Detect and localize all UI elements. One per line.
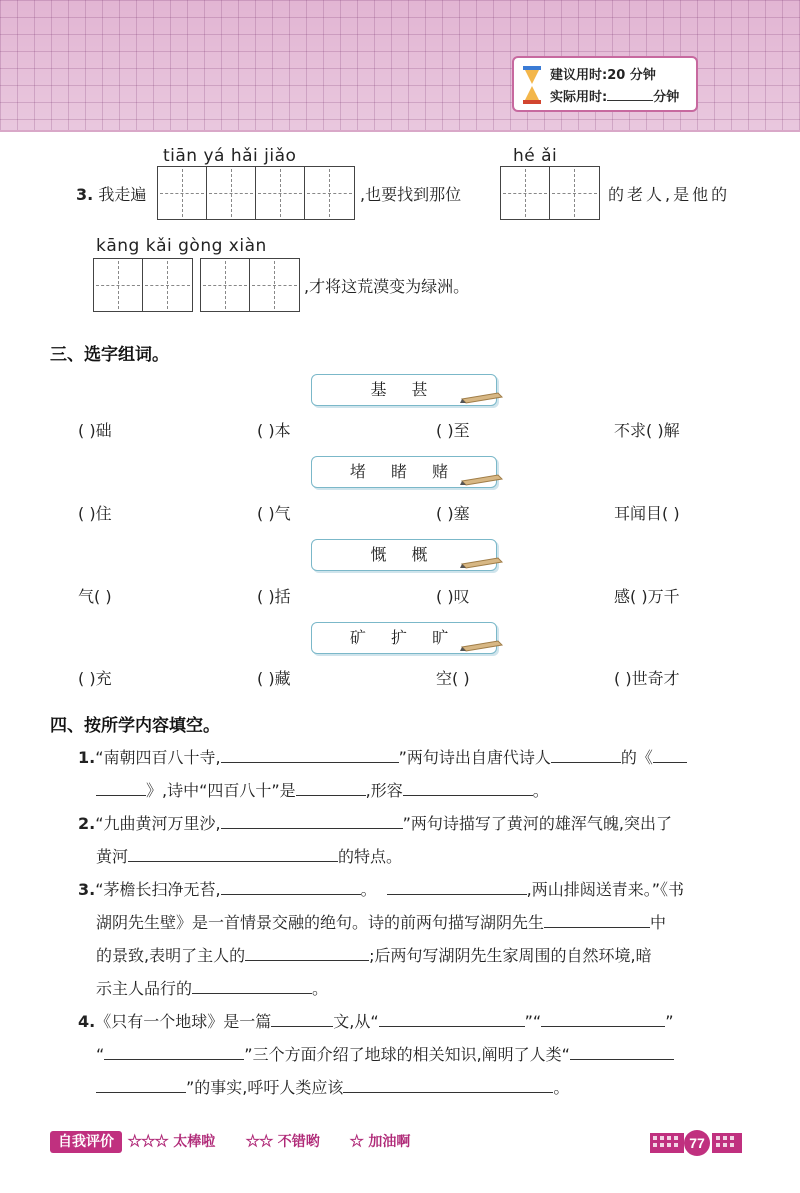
s4-q1-a: “南朝四百八十寺, [95, 748, 221, 767]
blank-input[interactable] [296, 779, 366, 796]
pinyin-heai: hé ǎi [513, 146, 558, 166]
blank-input[interactable] [96, 779, 146, 796]
s4-q4-number: 4. [78, 1012, 96, 1031]
charbox-3 [311, 539, 497, 571]
charbox-1 [311, 374, 497, 406]
s4-q4-d: ” [665, 1012, 674, 1031]
blank-input[interactable] [221, 812, 403, 829]
option-3-4[interactable]: 感( )万千 [614, 587, 680, 606]
grid-cell[interactable] [305, 167, 354, 219]
s4-q4-c: ”“ [524, 1012, 542, 1031]
blank-input[interactable] [104, 1043, 244, 1060]
s4-q1-e: ,形容 [365, 781, 403, 800]
s4-q2-b: ”两句诗描写了黄河的雄浑气魄,突出了 [402, 814, 672, 833]
q3-text2: ,也要找到那位 [360, 185, 462, 204]
s4-q1-line1 [78, 745, 687, 768]
s4-q4-line2 [96, 1042, 674, 1065]
option-2-3[interactable]: ( )塞 [436, 504, 470, 523]
s4-q1-line2 [96, 778, 549, 801]
time-actual-label: 实际用时: [550, 90, 608, 105]
s4-q1-f: 。 [532, 781, 549, 800]
q3-intro [76, 182, 146, 205]
option-4-2[interactable]: ( )藏 [257, 669, 291, 688]
page-number-badge [650, 1130, 742, 1156]
blank-input[interactable] [570, 1043, 674, 1060]
grid-cell[interactable] [256, 167, 305, 219]
s4-q4-e: “ [96, 1045, 105, 1064]
option-3-3[interactable]: ( )叹 [436, 587, 470, 606]
s4-q4-b: 文,从“ [333, 1012, 379, 1031]
s4-q3-number: 3. [78, 880, 96, 899]
grid-cell[interactable] [94, 259, 143, 311]
option-2-1[interactable]: ( )住 [78, 504, 112, 523]
s4-q1-d: 》,诗中“四百八十”是 [146, 781, 296, 800]
option-1-2[interactable]: ( )本 [257, 421, 291, 440]
s4-q3-e: 中 [650, 913, 667, 932]
pen-icon [460, 554, 504, 570]
section3-title: 三、选字组词。 [50, 345, 169, 365]
pen-icon [460, 637, 504, 653]
s4-q3-line2 [96, 910, 666, 933]
blank-input[interactable] [128, 845, 338, 862]
s4-q3-d: 湖阴先生壁》是一首情景交融的绝句。诗的前两句描写湖阴先生 [96, 913, 545, 932]
blank-input[interactable] [343, 1076, 553, 1093]
q3-text1: 我走遍 [98, 185, 147, 204]
grid-cell[interactable] [250, 259, 299, 311]
pinyin-tianyahaijiao: tiān yá hǎi jiǎo [163, 146, 297, 166]
option-3-1[interactable]: 气( ) [78, 587, 112, 606]
q3-text3: 的老人,是他的 [608, 185, 731, 204]
s4-q2-line1 [78, 811, 672, 834]
option-2-2[interactable]: ( )气 [257, 504, 291, 523]
blank-input[interactable] [653, 746, 687, 763]
s4-q3-g: ;后两句写湖阴先生家周围的自然环境,暗 [369, 946, 652, 965]
grid-cell[interactable] [550, 167, 599, 219]
option-4-4[interactable]: ( )世奇才 [614, 669, 680, 688]
charbox-chars: 堵 睹 赌 [349, 462, 459, 481]
charbox-4 [311, 622, 497, 654]
blank-input[interactable] [544, 911, 650, 928]
star-icon[interactable]: ★ [141, 1132, 155, 1150]
rating3-label: 加油啊 [368, 1134, 411, 1150]
grid-gongxian[interactable] [200, 258, 300, 312]
s4-q1-b: ”两句诗出自唐代诗人 [398, 748, 551, 767]
blank-input[interactable] [387, 878, 527, 895]
blank-input[interactable] [96, 1076, 186, 1093]
s4-q3-line1 [78, 877, 684, 900]
option-2-4[interactable]: 耳闻目( ) [614, 504, 680, 523]
s4-q3-c: ,两山排闼送青来。”《书 [526, 880, 685, 899]
rating-2-stars[interactable] [246, 1131, 320, 1151]
option-3-2[interactable]: ( )括 [257, 587, 291, 606]
star-icon[interactable]: ★ [259, 1132, 273, 1150]
q3-number: 3. [76, 185, 94, 204]
star-icon[interactable]: ★ [128, 1132, 142, 1150]
time-box [512, 56, 698, 112]
s4-q3-a: “茅檐长扫净无苔, [95, 880, 221, 899]
grid-cell[interactable] [158, 167, 207, 219]
charbox-chars: 慨 概 [370, 545, 438, 564]
grid-cell[interactable] [143, 259, 192, 311]
s4-q4-g: ”的事实,呼吁人类应该 [186, 1078, 344, 1097]
s4-q2-d: 的特点。 [338, 847, 403, 866]
rating-1-star[interactable] [350, 1131, 410, 1151]
time-suggest: 建议用时:20 分钟 [550, 68, 656, 83]
pinyin-kangkaigongxian: kāng kǎi gòng xiàn [96, 236, 267, 256]
option-4-3[interactable]: 空( ) [436, 669, 470, 688]
blank-input[interactable] [551, 746, 621, 763]
star-icon[interactable]: ★ [154, 1132, 169, 1150]
s4-q4-line1 [78, 1009, 674, 1032]
s4-q2-line2 [96, 844, 402, 867]
grid-tianyahaijiao[interactable] [157, 166, 355, 220]
hourglass-icon [522, 66, 542, 104]
s4-q3-h: 示主人品行的 [96, 979, 193, 998]
grid-cell[interactable] [207, 167, 256, 219]
section4-title: 四、按所学内容填空。 [50, 716, 220, 736]
s4-q1-number: 1. [78, 748, 96, 767]
q3-text4: ,才将这荒漠变为绿洲。 [304, 277, 470, 296]
option-4-1[interactable]: ( )充 [78, 669, 112, 688]
grid-kangkai[interactable] [93, 258, 193, 312]
option-1-4[interactable]: 不求( )解 [614, 421, 680, 440]
blank-input[interactable] [221, 878, 361, 895]
charbox-chars: 基 甚 [370, 380, 438, 399]
s4-q3-line3 [96, 943, 652, 966]
s4-q3-f: 的景致,表明了主人的 [96, 946, 246, 965]
s4-q4-f: ”三个方面介绍了地球的相关知识,阐明了人类“ [244, 1045, 570, 1064]
pen-icon [460, 471, 504, 487]
time-actual-unit: 分钟 [653, 90, 680, 105]
pen-icon [460, 389, 504, 405]
s4-q4-line3 [96, 1075, 569, 1098]
blank-input[interactable] [271, 1010, 333, 1027]
time-actual-blank[interactable] [607, 88, 653, 101]
grid-cell[interactable] [501, 167, 550, 219]
s4-q3-line4 [96, 976, 328, 999]
s4-q2-number: 2. [78, 814, 96, 833]
rating1-label: 太棒啦 [173, 1134, 216, 1150]
self-eval-label: 自我评价 [50, 1131, 122, 1153]
grid-cell[interactable] [201, 259, 250, 311]
star-icon[interactable]: ★ [350, 1132, 364, 1150]
blank-input[interactable] [541, 1010, 665, 1027]
time-actual [550, 86, 679, 105]
blank-input[interactable] [403, 779, 533, 796]
option-1-1[interactable]: ( )础 [78, 421, 112, 440]
rating2-label: 不错哟 [277, 1134, 320, 1150]
grid-heai[interactable] [500, 166, 600, 220]
page-number: 77 [689, 1135, 705, 1151]
s4-q3-i: 。 [312, 979, 329, 998]
blank-input[interactable] [221, 746, 399, 763]
blank-input[interactable] [379, 1010, 525, 1027]
s4-q4-h: 。 [553, 1078, 570, 1097]
blank-input[interactable] [192, 977, 312, 994]
rating-3-stars[interactable] [128, 1131, 215, 1151]
s4-q4-a: 《只有一个地球》是一篇 [95, 1012, 272, 1031]
blank-input[interactable] [245, 944, 369, 961]
s4-q2-c: 黄河 [96, 847, 129, 866]
star-icon[interactable]: ★ [246, 1132, 260, 1150]
s4-q3-b: 。 [360, 880, 377, 899]
option-1-3[interactable]: ( )至 [436, 421, 470, 440]
s4-q2-a: “九曲黄河万里沙, [95, 814, 221, 833]
charbox-2 [311, 456, 497, 488]
charbox-chars: 矿 扩 旷 [349, 628, 459, 647]
s4-q1-c: 的《 [620, 748, 653, 767]
